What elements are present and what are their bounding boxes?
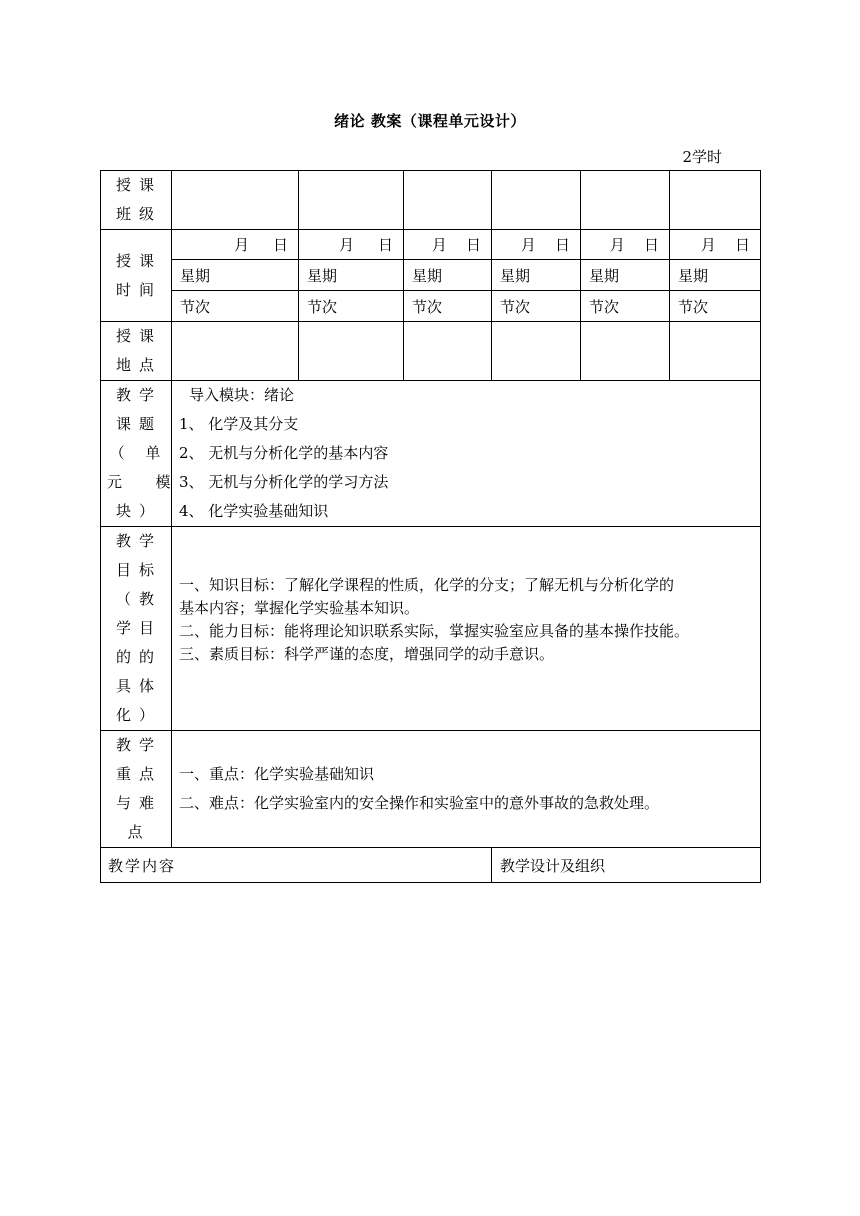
date-cell[interactable]: 月 日 <box>404 230 492 260</box>
session-cell[interactable]: 节次 <box>299 291 404 322</box>
goal-line: 一、知识目标：了解化学课程的性质，化学的分支；了解无机与分析化学的 <box>179 575 675 594</box>
session-cell[interactable]: 节次 <box>670 291 761 322</box>
date-cell[interactable]: 月 日 <box>299 230 404 260</box>
footer-row <box>101 848 761 883</box>
topic-item: 4、 化学实验基础知识 <box>179 502 329 520</box>
page-title: 绪论 教案（课程单元设计） <box>334 112 526 130</box>
content-header: 教学内容 <box>101 848 492 883</box>
date-cell[interactable]: 月 日 <box>670 230 761 260</box>
key-point: 一、重点：化学实验基础知识 <box>179 765 375 783</box>
date-cell[interactable]: 月 日 <box>581 230 670 260</box>
place-cell[interactable] <box>299 322 404 381</box>
goal-content <box>172 527 761 731</box>
weekday-cell[interactable]: 星期 <box>299 260 404 291</box>
class-cell[interactable] <box>172 171 299 230</box>
class-cell[interactable] <box>670 171 761 230</box>
class-hours: 2学时 <box>682 148 722 166</box>
place-label: 授课 地点 <box>101 322 172 381</box>
goal-row <box>101 527 761 731</box>
weekday-cell[interactable]: 星期 <box>670 260 761 291</box>
goal-label: 教学 目标 （教 学目 的的 具体 化） <box>101 527 172 731</box>
class-cell[interactable] <box>492 171 581 230</box>
place-cell[interactable] <box>670 322 761 381</box>
session-cell[interactable]: 节次 <box>172 291 299 322</box>
goal-line: 二、能力目标：能将理论知识联系实际，掌握实验室应具备的基本操作技能。 <box>179 621 690 640</box>
topic-item: 2、 无机与分析化学的基本内容 <box>179 444 389 462</box>
weekday-cell[interactable]: 星期 <box>172 260 299 291</box>
date-cell[interactable]: 月 日 <box>492 230 581 260</box>
session-cell[interactable]: 节次 <box>581 291 670 322</box>
topic-item: 1、 化学及其分支 <box>179 415 299 433</box>
lesson-plan-table <box>100 170 761 883</box>
key-label: 教学 重点 与难 点 <box>101 731 172 848</box>
goal-line: 基本内容；掌握化学实验基本知识。 <box>179 598 420 617</box>
design-header: 教学设计及组织 <box>492 848 761 883</box>
weekday-cell[interactable]: 星期 <box>492 260 581 291</box>
weekday-cell[interactable]: 星期 <box>581 260 670 291</box>
place-cell[interactable] <box>492 322 581 381</box>
topic-intro: 导入模块：绪论 <box>189 386 295 404</box>
topic-label: 教学 课题 （ 单 元 模 块） <box>101 381 172 527</box>
class-cell[interactable] <box>299 171 404 230</box>
date-cell[interactable]: 月 日 <box>172 230 299 260</box>
class-label: 授课 班级 <box>101 171 172 230</box>
session-cell[interactable]: 节次 <box>492 291 581 322</box>
class-row <box>101 171 761 230</box>
class-cell[interactable] <box>404 171 492 230</box>
difficult-point: 二、难点：化学实验室内的安全操作和实验室中的意外事故的急救处理。 <box>179 794 660 812</box>
topic-content <box>172 381 761 527</box>
key-row <box>101 731 761 848</box>
weekday-cell[interactable]: 星期 <box>404 260 492 291</box>
class-cell[interactable] <box>581 171 670 230</box>
time-label: 授课 时间 <box>101 230 172 322</box>
time-row-date <box>101 230 761 260</box>
time-row-session <box>101 291 761 322</box>
goal-line: 三、素质目标：科学严谨的态度，增强同学的动手意识。 <box>179 644 555 663</box>
key-content <box>172 731 761 848</box>
session-cell[interactable]: 节次 <box>404 291 492 322</box>
topic-item: 3、 无机与分析化学的学习方法 <box>179 473 389 491</box>
topic-row <box>101 381 761 527</box>
place-row <box>101 322 761 381</box>
place-cell[interactable] <box>404 322 492 381</box>
place-cell[interactable] <box>581 322 670 381</box>
place-cell[interactable] <box>172 322 299 381</box>
time-row-weekday <box>101 260 761 291</box>
